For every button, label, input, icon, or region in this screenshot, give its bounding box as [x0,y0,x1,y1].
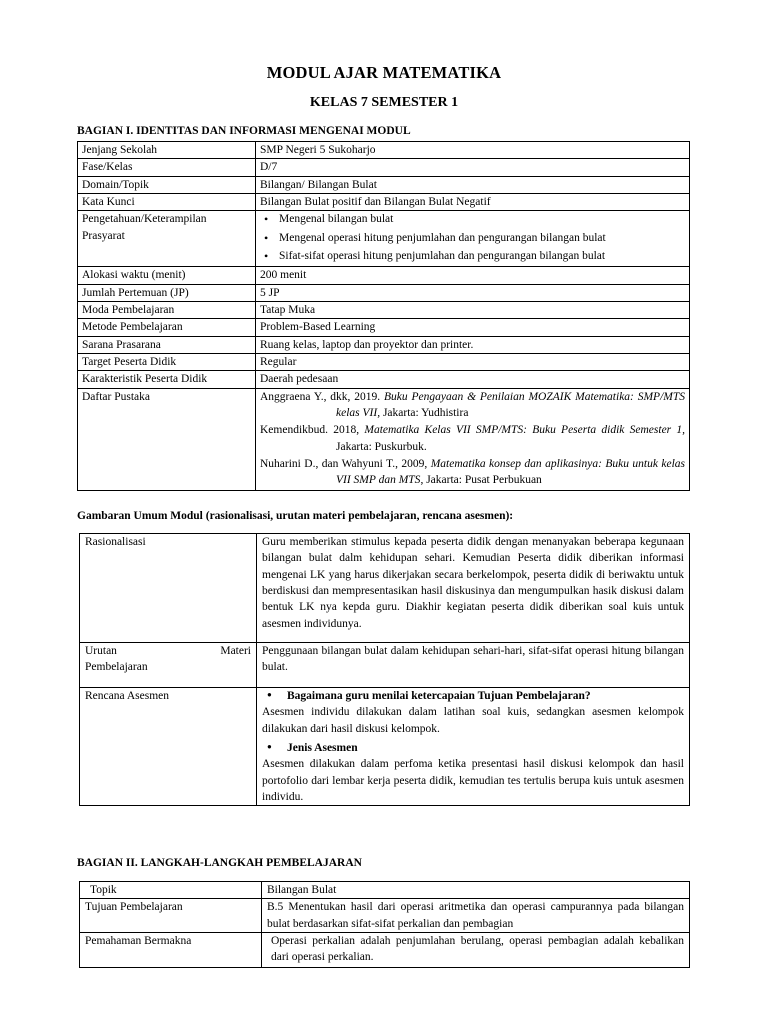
row-label: Target Peserta Didik [78,353,256,370]
table-row [78,142,690,159]
asesmen-question: ● Bagaimana guru menilai ketercapaian Tujuan Pembelajaran? [262,688,684,704]
row-label: Kata Kunci [78,193,256,210]
table-row [78,319,690,336]
row-label: Metode Pembelajaran [78,319,256,336]
list-item: • Mengenal operasi hitung penjumlahan dan pengurangan bilangan bulat [260,230,685,246]
table-row [78,388,690,490]
row-label: Domain/Topik [78,176,256,193]
table-row [78,176,690,193]
urutan-label-word: Urutan [85,645,117,657]
reference-title: Matematika Kelas VII SMP/MTS: Buku Peserta didik Semester 1, [364,424,686,437]
row-value [262,899,690,933]
table-row [78,159,690,176]
overview-table [79,533,690,806]
steps-table [79,881,690,968]
row-value: SMP Negeri 5 Sukoharjo [256,142,690,159]
table-row [78,301,690,318]
reference-author: Anggraena Y., dkk, 2019. [260,390,385,403]
row-value: Regular [256,353,690,370]
row-label: Topik [80,882,262,899]
asesmen-question: ● Jenis Asesmen [262,740,684,756]
section1-heading: BAGIAN I. IDENTITAS DAN INFORMASI MENGENAI MODUL [77,125,411,137]
reference-item [260,456,685,489]
row-value: Bilangan Bulat positif dan Bilangan Bulat Negatif [256,193,690,210]
row-label [80,643,257,688]
urutan-label-word: Pembelajaran [85,661,148,674]
reference-author: Nuharini D., dan Wahyuni T., 2009, [260,457,431,470]
table-row [80,534,690,643]
table-row [78,267,690,284]
list-item: • Sifat-sifat operasi hitung penjumlahan dan pengurangan bilangan bulat [260,248,685,264]
row-value: Bilangan/ Bilangan Bulat [256,176,690,193]
pemahaman-text: Operasi perkalian adalah penjumlahan berulang, operasi pembagian adalah kebalikan dari operasi perkalian. [271,934,684,964]
urutan-text: Penggunaan bilangan bulat dalam kehidupan sehari-hari, sifat-sifat operasi hitung bilangan bulat. [262,645,684,674]
row-value [257,643,690,688]
row-value: 200 menit [256,267,690,284]
table-row [80,643,690,688]
urutan-label-word: Materi [220,645,251,657]
row-value [262,932,690,967]
reference-publisher: Jakarta: Yudhistira [380,406,469,419]
row-label: Alokasi waktu (menit) [78,267,256,284]
row-label: Tujuan Pembelajaran [80,899,262,933]
row-label: Pengetahuan/Keterampilan Prasyarat [78,211,256,267]
row-value [256,211,690,267]
row-label: Fase/Kelas [78,159,256,176]
identity-table [77,141,690,491]
reference-item [260,422,685,455]
table-row [78,193,690,210]
tujuan-text: B.5 Menentukan hasil dari operasi aritmetika dan operasi campurannya pada bilangan bulat berdasarkan sifat-sifat perkalian dan pembagian [267,901,684,930]
row-label: Rencana Asesmen [80,688,257,806]
row-label: Karakteristik Peserta Didik [78,371,256,388]
table-row [80,882,690,899]
rasionalisasi-text: Guru memberikan stimulus kepada peserta didik dengan menanyakan beberapa kegunaan bilangan bulat dalm kehidupan sehari. Kemudian Peserta didik diberikan informasi mengenai LK yang harus dikerjakan secara berkelompok, peserta didik di beriwaktu untuk berdiskusi dan mempresentasikan hasil diskusinya dan mengumpulkan hasik diskusi dalam bentuk LK nya kepda guru. Diakhir kegiatan peserta didik diberikan soal kuis untuk asesmen individunya. [262,536,684,630]
reference-publisher: , Jakarta: Pusat Perbukuan [420,474,542,487]
section3-heading: BAGIAN II. LANGKAH-LANGKAH PEMBELAJARAN [77,857,362,869]
row-value: Ruang kelas, laptop dan proyektor dan printer. [256,336,690,353]
row-value: Bilangan Bulat [262,882,690,899]
row-label: Rasionalisasi [80,534,257,643]
row-value [257,688,690,806]
row-value: D/7 [256,159,690,176]
row-label: Sarana Prasarana [78,336,256,353]
row-label: Pemahaman Bermakna [80,932,262,967]
row-value: Daerah pedesaan [256,371,690,388]
table-row [78,353,690,370]
row-value: 5 JP [256,284,690,301]
row-label: Daftar Pustaka [78,388,256,490]
list-item: • Mengenal bilangan bulat [260,211,685,227]
table-row [80,932,690,967]
urutan-label-line [85,643,251,659]
reference-title: Buku Pengayaan & Penilaian MOZAIK Matematika: SMP/MTS kelas VII, [336,390,686,419]
row-label: Jenjang Sekolah [78,142,256,159]
document-subtitle: KELAS 7 SEMESTER 1 [309,95,459,110]
reference-author: Kemendikbud. 2018, [260,424,365,437]
reference-title: Matematika konsep dan aplikasinya: Buku untuk kelas VII SMP dan MTS [336,457,685,487]
row-value: Tatap Muka [256,301,690,318]
section2-heading: Gambaran Umum Modul (rasionalisasi, urutan materi pembelajaran, rencana asesmen): [77,510,514,522]
reference-publisher: Jakarta: Puskurbuk. [336,440,427,453]
asesmen-answer: Asesmen dilakukan dalam perfoma ketika presentasi hasil diskusi kelompok dan hasil portofolio dari lembar kerja peserta didik, kemudian tes tertulis berupa kuis untuk asesmen individu. [262,758,684,803]
row-label: Moda Pembelajaran [78,301,256,318]
row-value [256,388,690,490]
row-value: Problem-Based Learning [256,319,690,336]
row-value [257,534,690,643]
table-row [78,284,690,301]
reference-item [260,389,685,422]
prasyarat-list [260,211,685,264]
asesmen-answer: Asesmen individu dilakukan dalam latihan soal kuis, sedangkan asesmen kelompok dilakukan dari hasil diskusi kelompok. [262,706,684,735]
table-row [78,371,690,388]
row-label: Jumlah Pertemuan (JP) [78,284,256,301]
table-row [80,899,690,933]
table-row [80,688,690,806]
document-title: MODUL AJAR MATEMATIKA [266,63,502,82]
table-row [78,211,690,267]
table-row [78,336,690,353]
